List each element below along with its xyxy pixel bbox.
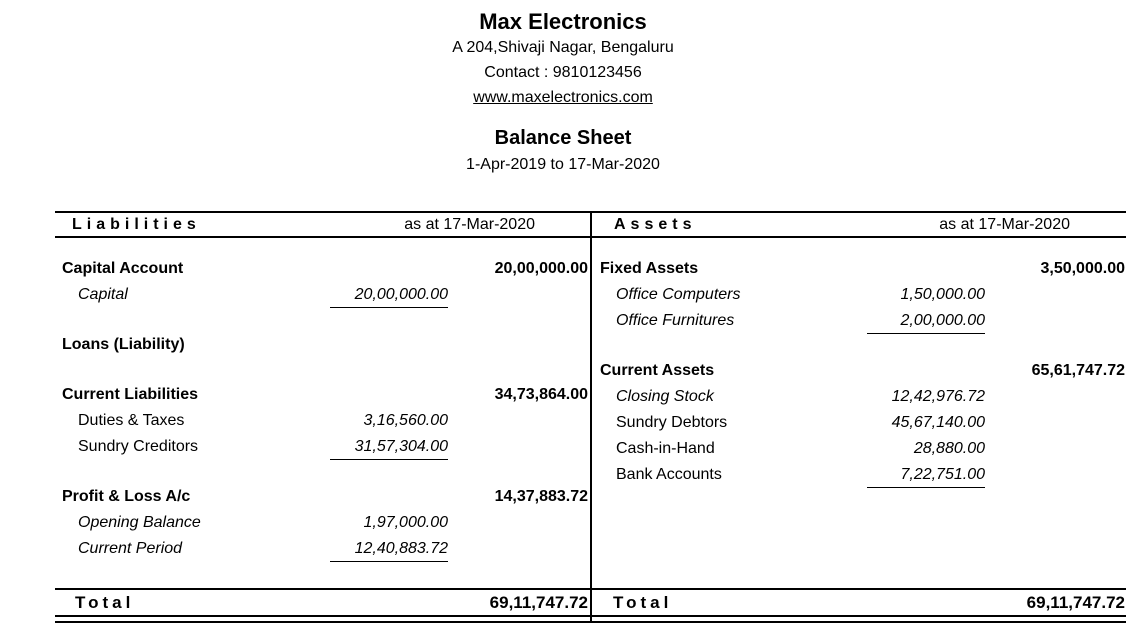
account-label: Current Liabilities (62, 386, 199, 403)
assets-column-header: Assets (614, 216, 697, 233)
account-label: Profit & Loss A/c (62, 488, 191, 505)
account-label: Opening Balance (78, 514, 201, 531)
account-label: Sundry Debtors (616, 414, 728, 431)
group-amount (985, 384, 1125, 410)
group-amount (448, 434, 588, 460)
account-label: Bank Accounts (616, 466, 722, 483)
ledger-amount (330, 382, 448, 408)
ledger-amount: 2,00,000.00 (867, 308, 985, 334)
group-amount (448, 408, 588, 434)
spacer-row (55, 358, 588, 382)
ledger-row (55, 510, 588, 536)
ledger-amount: 31,57,304.00 (330, 434, 448, 460)
liabilities-total-label: Total (75, 593, 135, 612)
report-period: 1-Apr-2019 to 17-Mar-2020 (466, 156, 660, 173)
ledger-amount (330, 332, 448, 358)
ledger-row (593, 384, 1125, 410)
company-website-row (0, 85, 1126, 110)
account-label: Cash-in-Hand (616, 440, 715, 457)
group-amount (448, 510, 588, 536)
ledger-amount: 3,16,560.00 (363, 412, 448, 429)
liabilities-as-at-date: as at 17-Mar-2020 (404, 216, 535, 233)
account-label: Capital Account (62, 260, 184, 277)
report-title: Balance Sheet (494, 127, 632, 149)
group-amount: 34,73,864.00 (494, 386, 588, 403)
ledger-amount: 1,97,000.00 (363, 514, 448, 531)
group-row (593, 358, 1125, 384)
account-label: Loans (Liability) (62, 336, 185, 353)
ledger-amount (330, 484, 448, 510)
ledger-row (593, 462, 1125, 488)
ledger-amount (867, 256, 985, 282)
group-row (55, 256, 588, 282)
report-header (0, 8, 1126, 176)
ledger-row (55, 282, 588, 308)
ledger-amount: 12,40,883.72 (330, 536, 448, 562)
ledger-row (55, 536, 588, 562)
assets-total-label: Total (613, 593, 673, 612)
company-address: A 204,Shivaji Nagar, Bengaluru (452, 39, 674, 56)
liabilities-total-amount: 69,11,747.72 (489, 593, 588, 612)
spacer-row (55, 308, 588, 332)
group-amount: 20,00,000.00 (494, 260, 588, 277)
assets-total-row (593, 591, 1125, 615)
ledger-row (55, 408, 588, 434)
liabilities-total-row (55, 591, 588, 615)
group-amount: 65,61,747.72 (1031, 362, 1125, 379)
ledger-row (55, 434, 588, 460)
group-amount (985, 282, 1125, 308)
group-row (593, 256, 1125, 282)
group-amount (448, 536, 588, 562)
account-label: Closing Stock (616, 388, 714, 405)
ledger-row (593, 308, 1125, 334)
spacer-row (593, 334, 1125, 358)
group-amount (985, 436, 1125, 462)
company-name: Max Electronics (479, 9, 647, 34)
group-amount (448, 282, 588, 308)
ledger-amount: 12,42,976.72 (891, 388, 985, 405)
liabilities-column-header: Liabilities (72, 216, 201, 233)
account-label: Capital (78, 286, 128, 303)
ledger-amount: 45,67,140.00 (891, 414, 985, 431)
ledger-amount: 20,00,000.00 (330, 282, 448, 308)
column-divider-rule (590, 211, 592, 623)
spacer-row (55, 460, 588, 484)
ledger-row (593, 282, 1125, 308)
group-amount (985, 462, 1125, 488)
account-label: Current Assets (600, 362, 715, 379)
account-label: Sundry Creditors (78, 438, 199, 455)
ledger-amount (330, 256, 448, 282)
company-website-link[interactable]: www.maxelectronics.com (473, 89, 653, 106)
assets-column (593, 256, 1125, 488)
group-amount (985, 308, 1125, 334)
group-amount (985, 410, 1125, 436)
liabilities-column (55, 256, 588, 562)
ledger-amount (867, 358, 985, 384)
company-contact: Contact : 9810123456 (484, 64, 642, 81)
group-row (55, 382, 588, 408)
ledger-amount: 7,22,751.00 (867, 462, 985, 488)
account-label: Duties & Taxes (78, 412, 185, 429)
group-row (55, 332, 588, 358)
account-label: Office Furnitures (616, 312, 735, 329)
ledger-row (593, 410, 1125, 436)
group-amount (448, 332, 588, 358)
assets-total-amount: 69,11,747.72 (1026, 593, 1125, 612)
account-label: Fixed Assets (600, 260, 699, 277)
ledger-row (593, 436, 1125, 462)
assets-as-at-date: as at 17-Mar-2020 (939, 216, 1070, 233)
group-amount: 14,37,883.72 (494, 488, 588, 505)
account-label: Current Period (78, 540, 183, 557)
group-amount: 3,50,000.00 (1040, 260, 1125, 277)
ledger-amount: 1,50,000.00 (900, 286, 985, 303)
ledger-amount: 28,880.00 (913, 440, 985, 457)
group-row (55, 484, 588, 510)
account-label: Office Computers (616, 286, 741, 303)
